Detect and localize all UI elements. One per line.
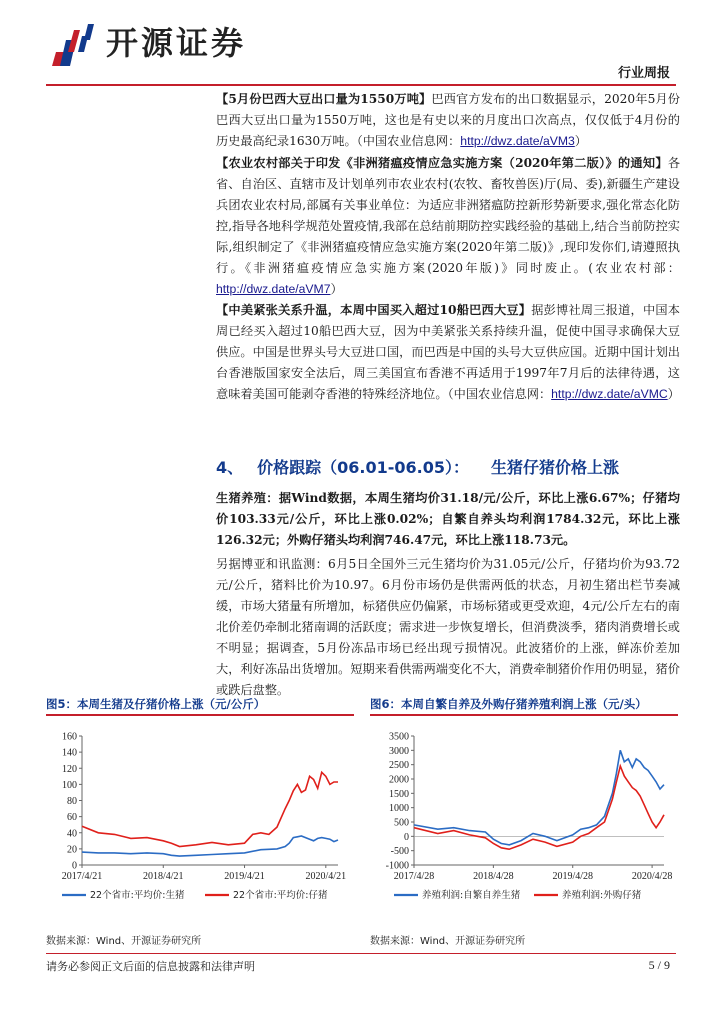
y-tick-label: 120 [62, 763, 77, 775]
price-summary: 生猪养殖：据Wind数据，本周生猪均价31.18/元/公斤，环比上涨6.67%；仔猪均价103.33元/公斤，环比上涨0.02%；自繁自养头均利润1784.32元，环比上涨126.32元；外购仔猪头均利润746.47元，环比上涨118.73元。 [216, 491, 680, 547]
news-title: 【中美紧张关系升温，本周中国买入超过10船巴西大豆】 [216, 303, 532, 317]
news-item-1: 【5月份巴西大豆出口量为1550万吨】巴西官方发布的出口数据显示，2020年5月份巴西大豆出口量为1550万吨，这也是有史以来的月度出口次高点，仅仅低于4月份的历史最高纪录1630万吨。（中国农业信息网：http://dwz.date/aVM3） [216, 92, 680, 148]
y-tick-label: 1500 [389, 788, 409, 800]
news-body: 巴西官方发布的出口数据显示，2020年5月份巴西大豆出口量为1550万吨，这也是有史以来的月度出口次高点，仅仅低于4月份的历史最高纪录1630万吨。（中国农业信息网： [216, 92, 680, 148]
x-tick-label: 2019/4/28 [552, 871, 594, 882]
legend-label: 22个省市:平均价:仔猪 [233, 890, 328, 901]
x-tick-label: 2018/4/21 [142, 871, 184, 882]
figure-6-caption: 图6：本周自繁自养及外购仔猪养殖利润上涨（元/头） [370, 694, 678, 716]
y-tick-label: 2500 [389, 760, 409, 772]
news-body: 各省、自治区、直辖市及计划单列市农业农村(农牧、畜牧兽医)厅(局、委),新疆生产建设兵团农业农村局,部属有关事业单位：为适应非洲猪瘟防控新形势新要求,强化常态化防控,指导各地科学规范处置疫情,我部在总结前期防控实践经验的基础上,结合当前防控实际,组织制定了《非洲猪瘟疫情应急实施方案(2020年第二版)》,现印发你们,请遵照执行。《非洲猪瘟疫情应急实施方案(2020年版)》同时废止。(农业农村部： [216, 156, 680, 275]
series-line-2 [414, 766, 664, 849]
y-tick-label: 160 [62, 731, 77, 743]
y-tick-label: 0 [72, 860, 77, 872]
series-line-2 [82, 772, 338, 846]
series-line-1 [82, 836, 338, 856]
header-divider [46, 84, 676, 86]
figure-5-caption: 图5：本周生猪及仔猪价格上涨（元/公斤） [46, 694, 354, 716]
y-tick-label: 0 [404, 831, 409, 843]
footer-disclaimer: 请务必参阅正文后面的信息披露和法律声明 [46, 960, 255, 973]
news-body: 据彭博社周三报道，中国本周已经买入超过10船巴西大豆，因为中美紧张关系持续升温，促使中国寻求确保大豆供应。中国是世界头号大豆进口国，而巴西是中国的头号大豆供应国。近期中国计划出台香港版国家安全法后，周三美国宣布香港不再适用于1997年7月后的法律待遇，这意味着美国可能剥夺香港的特殊经济地位。（中国农业信息网： [216, 303, 680, 401]
x-tick-label: 2020/4/28 [631, 871, 673, 882]
breeding-profit-chart [368, 722, 680, 912]
news-item-2: 【农业农村部关于印发《非洲猪瘟疫情应急实施方案（2020年第二版）》的通知】各省、自治区、直辖市及计划单列市农业农村(农牧、畜牧兽医)厅(局、委),新疆生产建设兵团农业农村局,部属有关事业单位：为适应非洲猪瘟防控新形势新要求,强化常态化防控,指导各地科学规范处置疫情,我部在总结前期防控实践经验的基础上,结合当前防控实际,组织制定了《非洲猪瘟疫情应急实施方案(2020年第二版)》,现印发你们,请遵照执行。《非洲猪瘟疫情应急实施方案(2020年版)》同时废止。(农业农村部：http://dwz.date/aVM7） [216, 156, 680, 296]
brand-name: 开源证券 [106, 24, 247, 62]
section-heading [216, 455, 686, 478]
y-tick-label: 1000 [389, 803, 409, 815]
x-tick-label: 2017/4/28 [393, 871, 435, 882]
figure-5-source: 数据来源：Wind、开源证券研究所 [46, 936, 202, 947]
x-tick-label: 2019/4/21 [224, 871, 265, 882]
x-tick-label: 2020/4/21 [305, 871, 347, 882]
y-tick-label: 140 [62, 747, 77, 759]
y-tick-label: 20 [67, 844, 77, 856]
y-tick-label: 500 [394, 817, 409, 829]
section-subtitle: 生猪仔猪价格上涨 [491, 458, 620, 477]
y-tick-label: -500 [390, 846, 409, 858]
news-title: 【农业农村部关于印发《非洲猪瘟疫情应急实施方案（2020年第二版）》的通知】 [216, 156, 668, 170]
hog-piglet-price-chart [46, 722, 356, 912]
y-tick-label: 3000 [389, 745, 409, 757]
footer-divider [46, 953, 676, 954]
y-tick-label: 60 [67, 812, 77, 824]
y-tick-label: -1000 [385, 860, 409, 872]
news-source-link[interactable]: http://dwz.date/aVM7 [216, 282, 331, 296]
section-title: 价格跟踪（06.01-06.05）： [257, 458, 470, 477]
y-tick-label: 2000 [389, 774, 409, 786]
report-type-tag: 行业周报 [617, 66, 670, 81]
y-tick-label: 3500 [389, 731, 409, 743]
y-tick-label: 40 [67, 828, 77, 840]
y-tick-label: 80 [67, 796, 77, 807]
news-source-link[interactable]: http://dwz.date/aVMC [551, 387, 668, 401]
page-number: 5 / 9 [648, 958, 670, 972]
legend-label: 22个省市:平均价:生猪 [90, 890, 185, 901]
section-number: 4、 [216, 458, 244, 477]
y-tick-label: 100 [62, 779, 77, 791]
legend-label: 养殖利润:外购仔猪 [562, 890, 642, 901]
figure-6-source: 数据来源：Wind、开源证券研究所 [370, 936, 526, 947]
news-source-link[interactable]: http://dwz.date/aVM3 [460, 134, 575, 148]
news-item-3: 【中美紧张关系升温，本周中国买入超过10船巴西大豆】据彭博社周三报道，中国本周已经买入超过10船巴西大豆，因为中美紧张关系持续升温，促使中国寻求确保大豆供应。中国是世界头号大豆进口国，而巴西是中国的头号大豆供应国。近期中国计划出台香港版国家安全法后，周三美国宣布香港不再适用于1997年7月后的法律待遇，这意味着美国可能剥夺香港的特殊经济地位。（中国农业信息网：http://dwz.date/aVMC） [216, 303, 680, 401]
news-title: 【5月份巴西大豆出口量为1550万吨】 [216, 92, 432, 106]
legend-label: 养殖利润:自繁自养生猪 [422, 890, 521, 901]
x-tick-label: 2018/4/28 [473, 871, 514, 882]
market-analysis: 另据博亚和讯监测：6月5日全国外三元生猪均价为31.05元/公斤，仔猪均价为93.72元/公斤，猪料比价为10.97。6月份市场仍是供需两低的状态，月初生猪出栏节奏减缓，市场大猪量有所增加，标猪供应仍偏紧，市场标猪或更受欢迎，4元/公斤左右的南北价差仍牵制北猪南调的活跃度；需求进一步恢复增长，但消费淡季，猪肉消费增长或不明显；据调查，5月份冻品市场已经出现亏损情况。此波猪价的上涨，鲜冻价差加大，利好冻品出货增加。短期来看供需两端变化不大，消费牵制猪价作用仍明显，猪价或跌后盘整。 [216, 557, 680, 697]
x-tick-label: 2017/4/21 [61, 871, 103, 882]
brand-logo-icon [52, 22, 98, 68]
